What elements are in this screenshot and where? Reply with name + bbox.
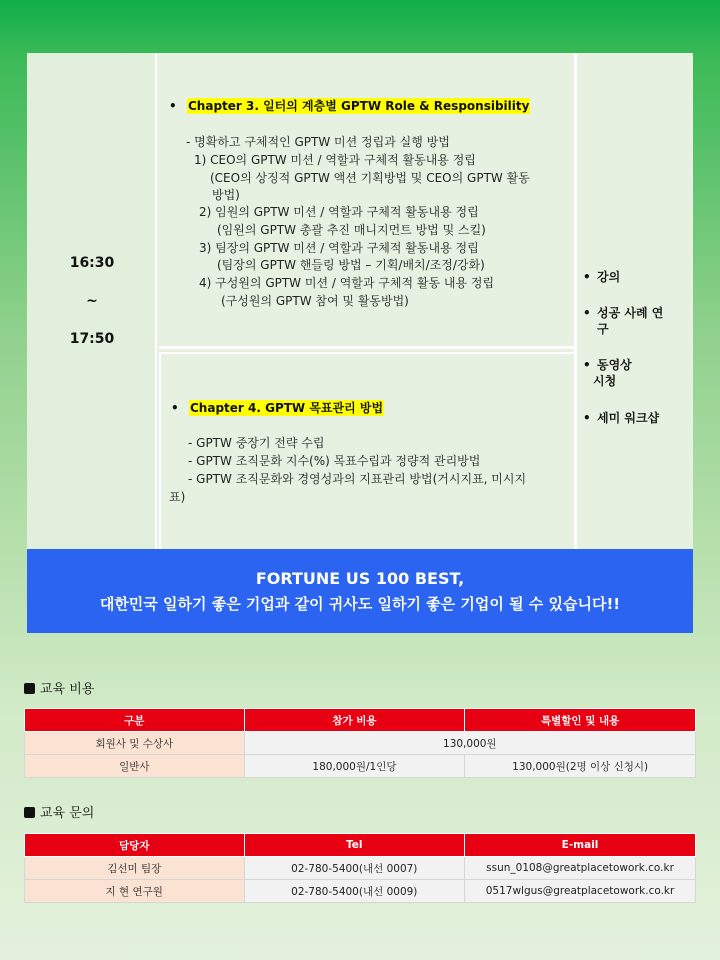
contact-name: 김선미 팀장 [25,857,245,880]
time-column [27,53,157,549]
table-header-cell: 특별할인 및 내용 [465,709,696,732]
chapter-4-line: - GPTW 조직문화 지수(%) 목표수립과 정량적 관리방법 [188,454,481,468]
table-cell: 회원사 및 수상사 [25,732,245,755]
bullet-icon: • [583,411,591,425]
time-start: 16:30 [69,255,115,271]
method-item-video: • 동영상 시청 [583,358,632,388]
bullet-icon: • [169,99,177,113]
bullet-icon: • [583,306,591,320]
contact-section-title: 교육 문의 [24,802,94,821]
chapter-4-line: - GPTW 조직문화와 경영성과의 지표관리 방법(거시지표, 미시지 [188,472,527,486]
table-header-cell: E-mail [465,834,696,857]
contact-table [24,833,696,903]
table-header-row [25,834,696,857]
chapter-4-line: 표) [169,490,186,504]
method-column [574,53,693,549]
chapter-3-line: (팀장의 GPTW 핸들링 방법 – 기획/배치/조정/강화) [217,258,485,272]
contact-email[interactable]: ssun_0108@greatplacetowork.co.kr [465,857,696,880]
table-header-cell: 구분 [25,709,245,732]
table-cell: 130,000원(2명 이상 신청시) [465,755,696,778]
schedule-panel [27,53,693,549]
bullet-icon: • [583,358,591,372]
banner-line-2: 대한민국 일하기 좋은 기업과 같이 귀사도 일하기 좋은 기업이 될 수 있습니다!! [99,595,621,613]
chapter-3-cell [159,53,574,349]
contact-tel: 02-780-5400(내선 0009) [244,880,465,903]
bullet-icon: • [583,270,591,284]
method-item-case-study: • 성공 사례 연 구 [583,306,664,336]
chapter-3-line: (구성원의 GPTW 참여 및 활동방법) [221,294,409,308]
table-cell: 180,000원/1인당 [244,755,465,778]
chapter-3-line: 2) 임원의 GPTW 미션 / 역할과 구체적 활동내용 정립 [199,205,479,219]
table-row [25,880,696,903]
method-item-lecture: • 강의 [583,270,621,284]
chapter-3-title: • Chapter 3. 일터의 계층별 GPTW Role & Responsibility [169,99,530,113]
cost-table [24,708,696,778]
table-row [25,732,696,755]
chapter-4-title: • Chapter 4. GPTW 목표관리 방법 [171,401,384,415]
chapter-3-line: 방법) [212,188,240,202]
contact-name: 지 현 연구원 [25,880,245,903]
chapter-3-line: 3) 팀장의 GPTW 미션 / 역할과 구체적 활동내용 정립 [199,241,479,255]
method-item-workshop: • 세미 워크샵 [583,411,660,425]
table-row [25,755,696,778]
contact-tel: 02-780-5400(내선 0007) [244,857,465,880]
time-end: 17:50 [69,331,115,347]
table-row [25,857,696,880]
table-header-cell: Tel [244,834,465,857]
banner-line-1: FORTUNE US 100 BEST, [255,569,465,588]
table-header-cell: 참가 비용 [244,709,465,732]
chapter-3-line: (임원의 GPTW 총괄 추진 매니지먼트 방법 및 스킬) [217,223,486,237]
table-cell: 130,000원 [244,732,695,755]
chapter-3-line: - 명확하고 구체적인 GPTW 미션 정립과 실행 방법 [186,135,450,149]
cost-section-title: 교육 비용 [24,678,94,697]
table-cell: 일반사 [25,755,245,778]
bullet-icon: • [171,401,179,415]
chapter-3-line: (CEO의 상징적 GPTW 액션 기획방법 및 CEO의 GPTW 활동 [210,171,530,185]
chapter-3-line: 4) 구성원의 GPTW 미션 / 역할과 구체적 활동 내용 정립 [199,276,495,290]
contact-email[interactable]: 0517wlgus@greatplacetowork.co.kr [465,880,696,903]
square-bullet-icon [24,807,35,818]
chapter-4-cell [159,352,574,549]
square-bullet-icon [24,683,35,694]
table-header-cell: 담당자 [25,834,245,857]
time-separator: ~ [86,293,98,309]
chapter-3-line: 1) CEO의 GPTW 미션 / 역할과 구체적 활동내용 정립 [194,153,476,167]
promo-banner [27,549,693,633]
chapter-4-line: - GPTW 중장기 전략 수립 [188,436,325,450]
table-header-row [25,709,696,732]
